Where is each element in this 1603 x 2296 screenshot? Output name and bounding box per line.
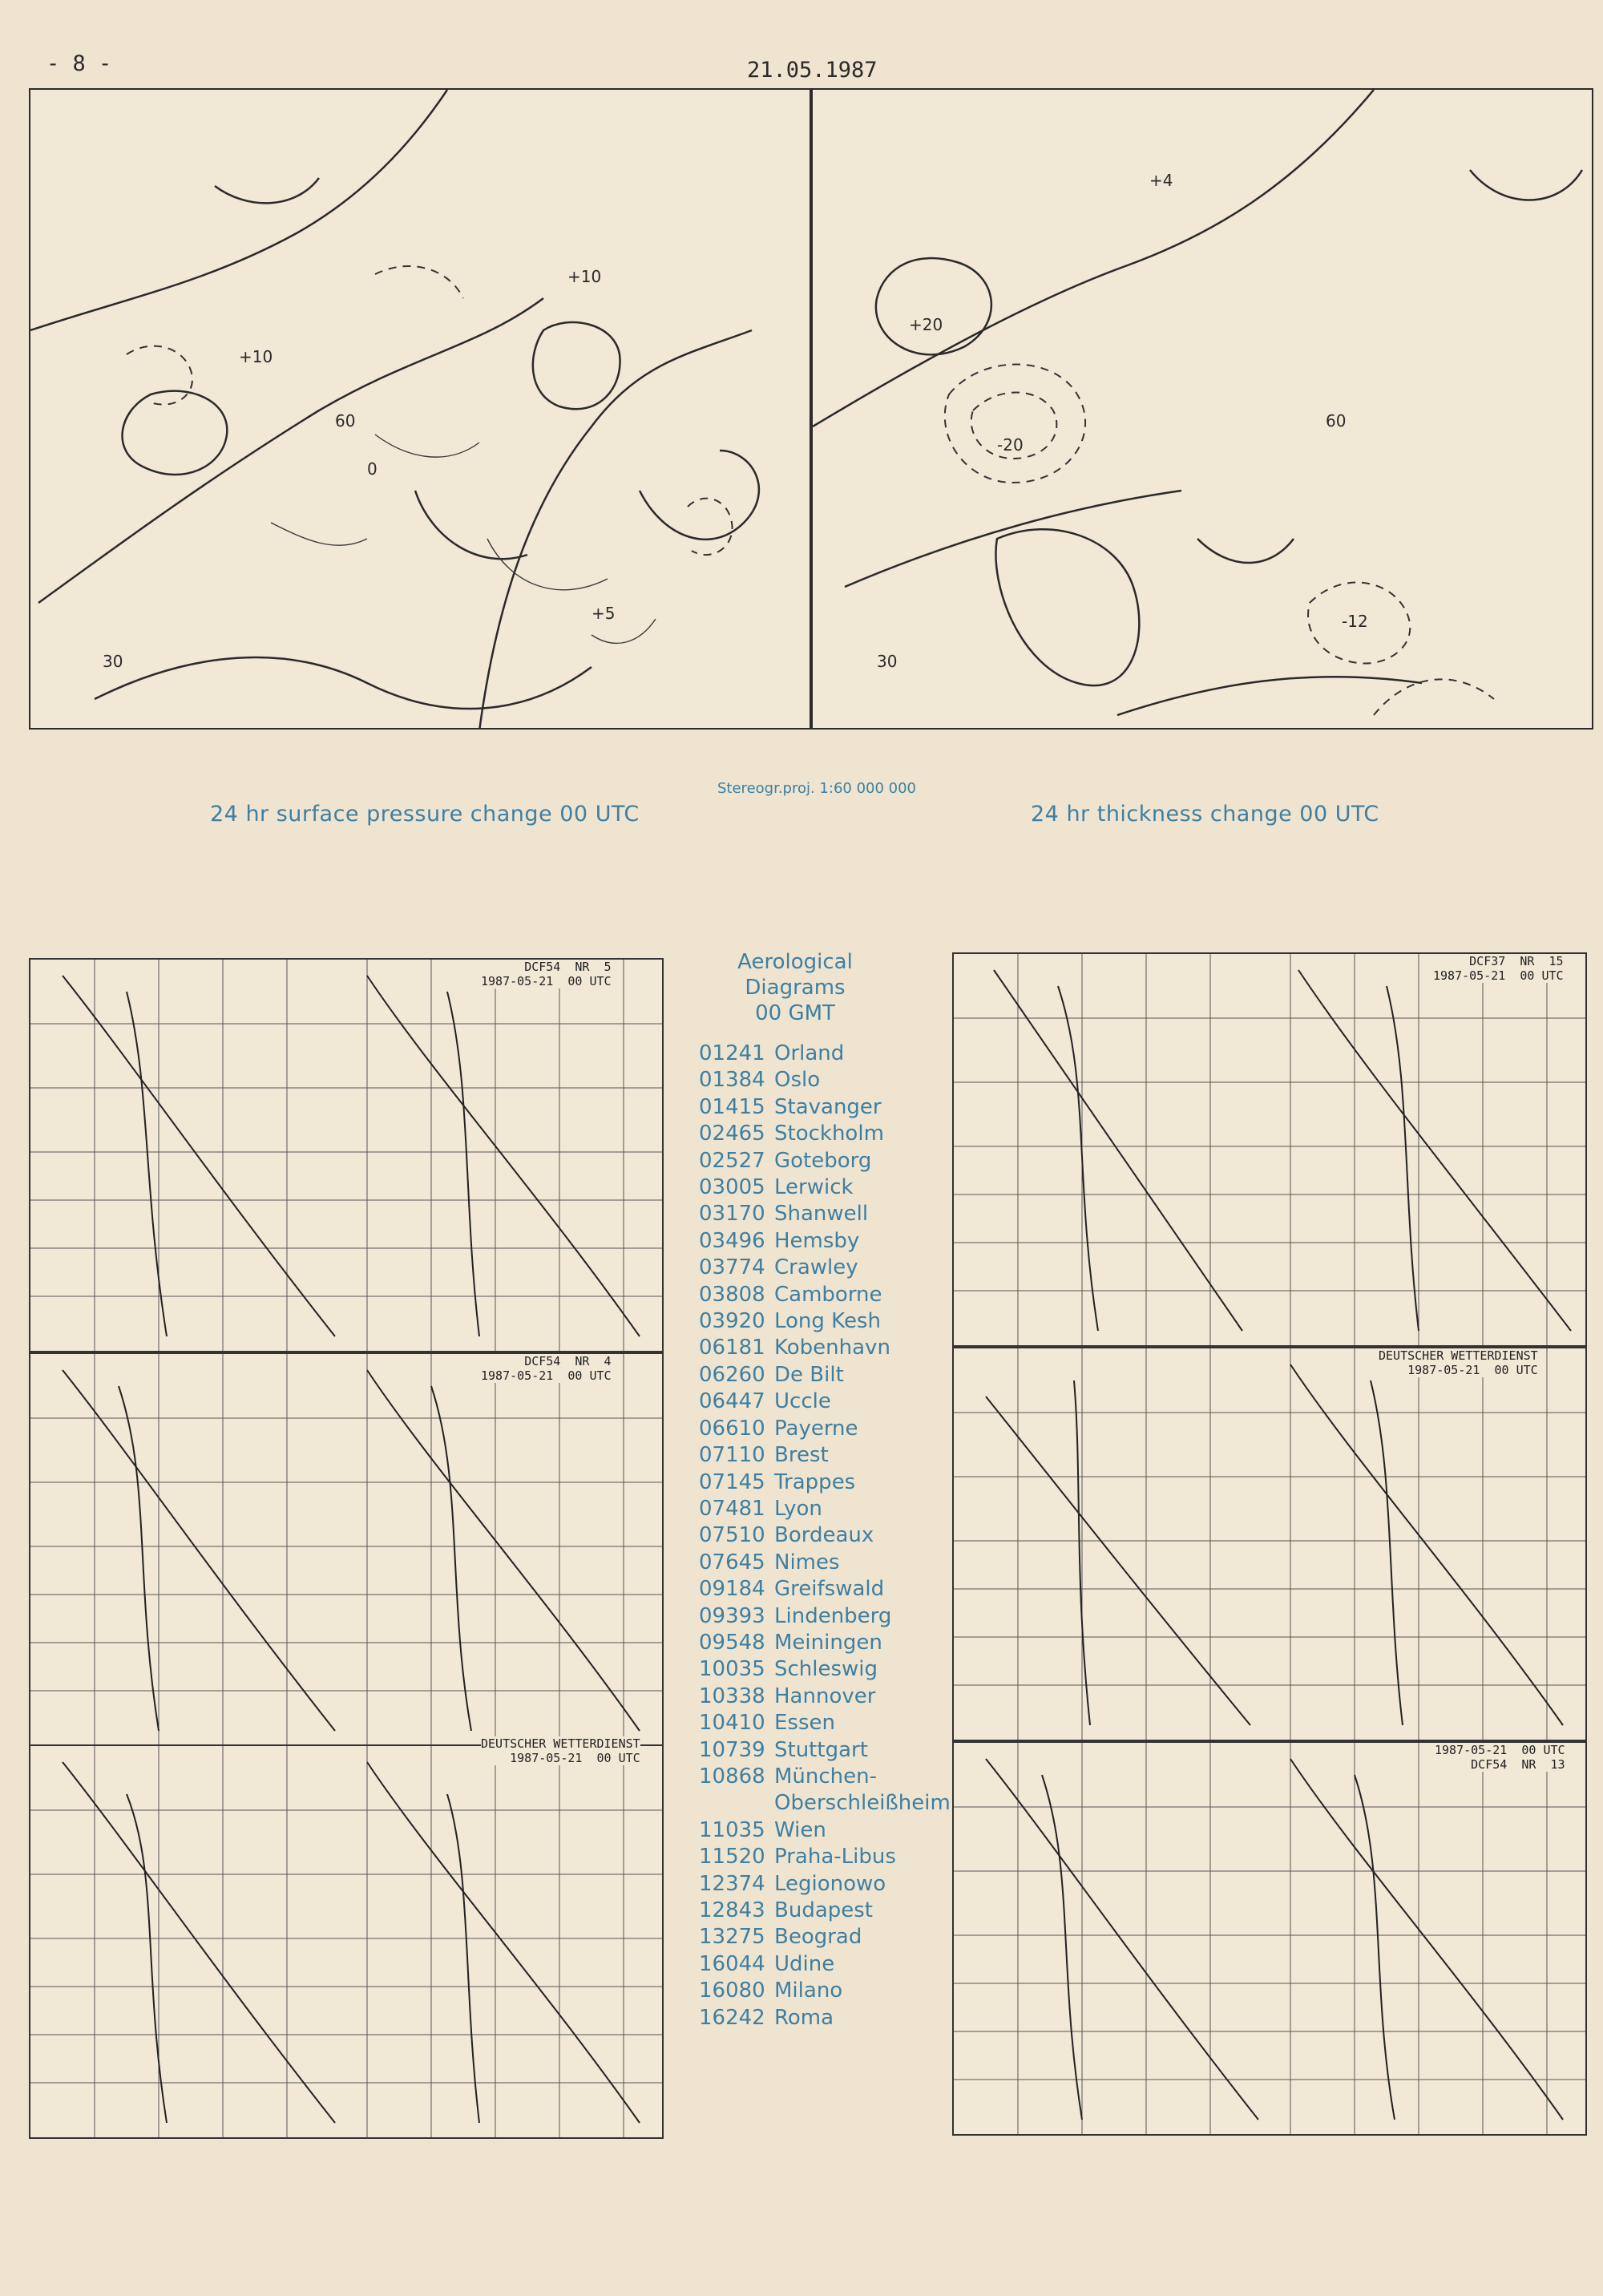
station-row — [699, 1790, 955, 1817]
diagram-5-tag: DEUTSCHER WETTERDIENST 1987-05-21 00 UTC — [481, 1736, 640, 1765]
station-row — [699, 1282, 955, 1308]
diagram-3-tag: DCF54 NR 4 1987-05-21 00 UTC — [481, 1354, 612, 1383]
right-map-caption: 24 hr thickness change 00 UTC — [1031, 802, 1379, 827]
station-code: 06447 — [699, 1389, 765, 1414]
station-name: Stavanger — [774, 1094, 882, 1119]
station-code: 13275 — [699, 1925, 765, 1950]
station-name: Kobenhavn — [774, 1336, 890, 1360]
station-name: Udine — [774, 1951, 835, 1976]
station-row — [699, 1121, 955, 1147]
svg-text:+10: +10 — [567, 267, 602, 286]
station-code: 06260 — [699, 1362, 765, 1387]
station-code: 12843 — [699, 1898, 765, 1922]
station-name: Orland — [774, 1041, 845, 1065]
station-name: Uccle — [774, 1389, 831, 1414]
svg-text:60: 60 — [1326, 411, 1347, 430]
station-row — [699, 1630, 955, 1656]
station-name: Essen — [774, 1711, 835, 1736]
station-code: 06181 — [699, 1336, 765, 1360]
station-code: 01415 — [699, 1094, 765, 1119]
station-row — [699, 1148, 955, 1174]
station-row — [699, 1067, 955, 1093]
aerological-diagram-4 — [952, 1347, 1587, 1741]
aerological-diagram-2 — [952, 952, 1587, 1347]
svg-text:30: 30 — [877, 652, 898, 671]
station-code: 02465 — [699, 1122, 765, 1146]
station-code: 07145 — [699, 1469, 765, 1494]
station-code: 02527 — [699, 1148, 765, 1173]
station-name: Greifswald — [774, 1577, 885, 1602]
station-code: 03774 — [699, 1255, 765, 1280]
station-name: Oberschleißheim — [774, 1791, 951, 1816]
station-code: 11035 — [699, 1817, 765, 1842]
legend-title-line-3: 00 GMT — [755, 1001, 835, 1025]
station-name: Beograd — [774, 1925, 862, 1950]
legend-title-line-2: Diagrams — [745, 976, 846, 1000]
station-row — [699, 1496, 955, 1522]
station-name: Hemsby — [774, 1228, 860, 1253]
station-name: Brest — [774, 1443, 829, 1468]
station-code: 10035 — [699, 1657, 765, 1682]
station-name: Shanwell — [774, 1202, 869, 1227]
station-legend — [699, 949, 955, 2031]
station-row — [699, 1201, 955, 1227]
diagram-2-tag: DCF37 NR 15 1987-05-21 00 UTC — [1433, 954, 1564, 983]
station-code: 07645 — [699, 1550, 765, 1574]
station-name: Lerwick — [774, 1175, 854, 1200]
station-code: 07510 — [699, 1523, 765, 1548]
station-name: Lindenberg — [774, 1603, 892, 1628]
station-name: Schleswig — [774, 1657, 878, 1682]
aerological-diagram-3 — [29, 1352, 664, 1747]
station-code: 12374 — [699, 1871, 765, 1896]
station-row — [699, 1684, 955, 1710]
station-code: 16080 — [699, 1979, 765, 2003]
legend-title-line-1: Aerological — [737, 950, 853, 974]
surface-pressure-change-map — [29, 88, 811, 730]
station-name: Roma — [774, 2005, 834, 2030]
station-row — [699, 1844, 955, 1870]
station-row — [699, 1335, 955, 1361]
station-name: Goteborg — [774, 1148, 872, 1173]
station-row — [699, 1951, 955, 1978]
station-code: 03496 — [699, 1228, 765, 1253]
station-name: Meiningen — [774, 1630, 882, 1655]
station-name: Milano — [774, 1979, 843, 2003]
station-name: Wien — [774, 1817, 826, 1842]
svg-text:-20: -20 — [997, 435, 1024, 455]
station-row — [699, 1737, 955, 1764]
station-list — [699, 1041, 955, 2031]
station-name: Long Kesh — [774, 1309, 881, 1334]
station-row — [699, 1550, 955, 1576]
station-row — [699, 1416, 955, 1442]
station-name: Stuttgart — [774, 1737, 868, 1762]
station-name: Legionowo — [774, 1871, 886, 1896]
diagram-4-tag: DEUTSCHER WETTERDIENST 1987-05-21 00 UTC — [1379, 1348, 1538, 1377]
station-row — [699, 1764, 955, 1790]
station-code: 10338 — [699, 1684, 765, 1708]
station-code: 03005 — [699, 1175, 765, 1200]
station-code: 03920 — [699, 1309, 765, 1334]
left-map-caption: 24 hr surface pressure change 00 UTC — [210, 802, 640, 827]
station-row — [699, 1174, 955, 1201]
station-name: Trappes — [774, 1469, 856, 1494]
aerological-diagram-5 — [29, 1744, 664, 2139]
station-name: Bordeaux — [774, 1523, 874, 1548]
station-row — [699, 2005, 955, 2031]
station-code — [699, 1790, 771, 1817]
station-code: 09184 — [699, 1577, 765, 1602]
station-code: 11520 — [699, 1845, 765, 1870]
station-code: 03170 — [699, 1202, 765, 1227]
station-row — [699, 1603, 955, 1630]
station-row — [699, 1924, 955, 1950]
station-code: 09393 — [699, 1603, 765, 1628]
station-row — [699, 1389, 955, 1415]
station-name: Lyon — [774, 1496, 822, 1521]
station-name: De Bilt — [774, 1362, 844, 1387]
station-row — [699, 1817, 955, 1844]
station-row — [699, 1522, 955, 1549]
station-row — [699, 1362, 955, 1389]
station-name: Budapest — [774, 1898, 873, 1922]
station-row — [699, 1094, 955, 1121]
aerological-diagram-1 — [29, 958, 664, 1352]
diagram-1-tag: DCF54 NR 5 1987-05-21 00 UTC — [481, 960, 612, 988]
station-code: 07110 — [699, 1443, 765, 1468]
diagram-6-tag: 1987-05-21 00 UTC DCF54 NR 13 — [1435, 1743, 1565, 1772]
station-name: Stockholm — [774, 1122, 884, 1146]
station-code: 01384 — [699, 1068, 765, 1093]
station-name: Praha-Libus — [774, 1845, 896, 1870]
station-name: München- — [774, 1764, 878, 1789]
svg-text:+20: +20 — [909, 315, 943, 334]
station-row — [699, 1656, 955, 1683]
station-code: 01241 — [699, 1041, 765, 1065]
station-name: Camborne — [774, 1282, 882, 1307]
station-row — [699, 1228, 955, 1255]
svg-text:60: 60 — [335, 411, 356, 430]
station-name: Hannover — [774, 1684, 876, 1708]
station-name: Crawley — [774, 1255, 858, 1280]
page-date: 21.05.1987 — [747, 58, 878, 83]
station-name: Payerne — [774, 1416, 858, 1441]
legend-title — [699, 949, 891, 1026]
station-code: 10410 — [699, 1711, 765, 1736]
station-code: 06610 — [699, 1416, 765, 1441]
svg-text:+5: +5 — [592, 604, 616, 623]
station-code: 10739 — [699, 1737, 765, 1762]
svg-text:+4: +4 — [1149, 171, 1173, 190]
svg-text:-12: -12 — [1342, 612, 1368, 631]
station-row — [699, 1710, 955, 1736]
station-code: 09548 — [699, 1630, 765, 1655]
station-code: 16242 — [699, 2005, 765, 2030]
station-row — [699, 1898, 955, 1924]
station-row — [699, 1308, 955, 1335]
station-row — [699, 1041, 955, 1067]
svg-text:30: 30 — [103, 652, 123, 671]
station-row — [699, 1255, 955, 1281]
svg-text:0: 0 — [367, 459, 378, 479]
station-code: 10868 — [699, 1764, 765, 1789]
station-row — [699, 1871, 955, 1898]
station-code: 16044 — [699, 1951, 765, 1976]
station-row — [699, 1978, 955, 2004]
station-code: 03808 — [699, 1282, 765, 1307]
station-name: Oslo — [774, 1068, 821, 1093]
station-code: 07481 — [699, 1496, 765, 1521]
station-row — [699, 1469, 955, 1496]
thickness-change-map — [811, 88, 1593, 730]
aerological-diagram-6 — [952, 1741, 1587, 2136]
svg-text:+10: +10 — [239, 347, 273, 366]
page-number: - 8 - — [46, 51, 112, 76]
projection-label: Stereogr.proj. 1:60 000 000 — [717, 780, 917, 797]
station-row — [699, 1442, 955, 1469]
station-row — [699, 1576, 955, 1603]
station-name: Nimes — [774, 1550, 840, 1574]
